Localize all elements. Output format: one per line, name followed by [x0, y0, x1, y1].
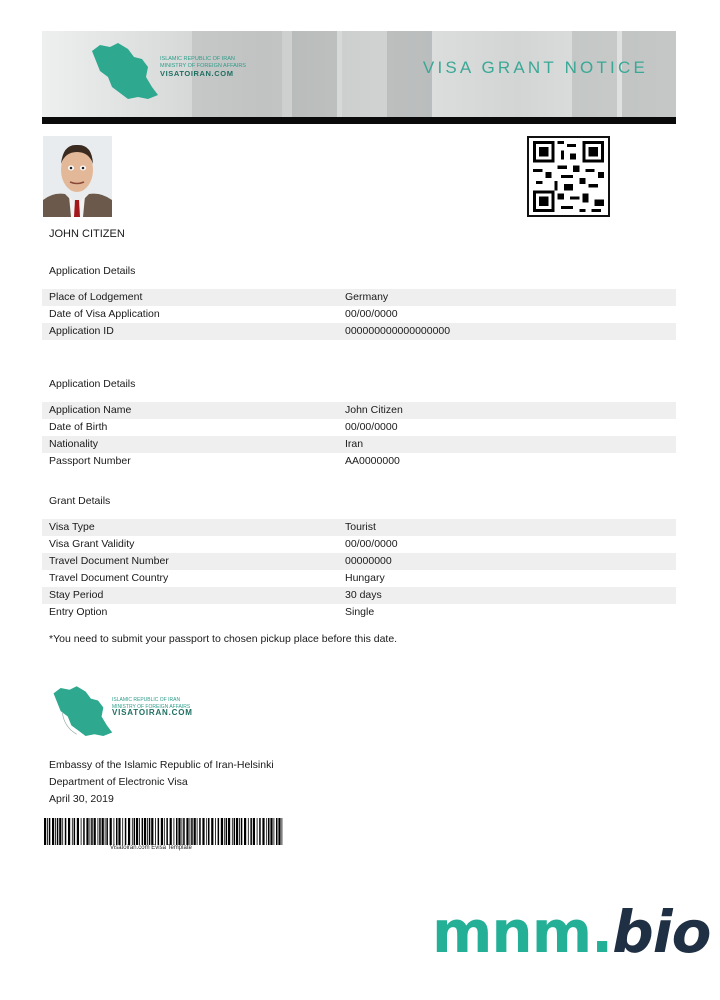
table-row — [42, 289, 676, 306]
barcode-bar — [136, 818, 138, 845]
page-title: VISA GRANT NOTICE — [422, 58, 648, 77]
logo-brand: VISATOIRAN.COM — [160, 69, 234, 78]
barcode-bar — [218, 818, 220, 845]
barcode-bar — [266, 818, 267, 845]
table-row — [42, 306, 676, 323]
table-row — [42, 553, 676, 570]
barcode-bar — [239, 818, 240, 845]
banner-photo-tile — [292, 31, 337, 118]
barcode-bar — [278, 818, 280, 845]
barcode-bar — [270, 818, 272, 845]
row-label: Travel Document Country — [49, 572, 169, 584]
row-label: Stay Period — [49, 589, 104, 601]
barcode-bar — [241, 818, 243, 845]
iran-map-icon — [50, 678, 114, 746]
barcode-bar — [118, 818, 120, 845]
table-row — [42, 536, 676, 553]
barcode-bar — [151, 818, 153, 845]
barcode-bar — [199, 818, 201, 845]
header-banner — [42, 31, 676, 118]
row-label: Nationality — [49, 438, 99, 450]
row-value: Tourist — [345, 521, 376, 533]
barcode-bar — [49, 818, 51, 845]
table-row — [42, 519, 676, 536]
barcode-bar — [274, 818, 275, 845]
section-heading: Application Details — [49, 265, 136, 277]
row-value: Iran — [345, 438, 364, 450]
row-value: Hungary — [345, 572, 385, 584]
qr-code — [527, 136, 610, 217]
barcode-bar — [62, 818, 63, 845]
row-label: Travel Document Number — [49, 555, 169, 567]
table-row — [42, 453, 676, 470]
barcode-caption: Visatoiran.com Evisa Template — [110, 845, 192, 851]
barcode-bar — [208, 818, 210, 845]
barcode-bar — [259, 818, 261, 845]
row-label: Place of Lodgement — [49, 291, 143, 303]
barcode-bar — [125, 818, 127, 845]
row-value: John Citizen — [345, 404, 403, 416]
row-label: Date of Birth — [49, 421, 108, 433]
barcode-bar — [106, 818, 108, 845]
barcode-bar — [110, 818, 112, 845]
watermark-part-1: mnm. — [432, 898, 613, 966]
row-value: 00/00/0000 — [345, 538, 398, 550]
grant-details-table — [42, 519, 676, 621]
logo-line-1: ISLAMIC REPUBLIC OF IRAN — [160, 56, 235, 62]
embassy-name: Embassy of the Islamic Republic of Iran-Helsinki — [49, 759, 274, 771]
row-label: Date of Visa Application — [49, 308, 160, 320]
section-heading: Grant Details — [49, 495, 111, 507]
barcode-bar — [98, 818, 99, 845]
barcode-bar — [55, 818, 56, 845]
table-row — [42, 604, 676, 621]
barcode-bar — [234, 818, 236, 845]
row-value: Germany — [345, 291, 389, 303]
barcode-bar — [226, 818, 228, 845]
barcode-bar — [224, 818, 225, 845]
barcode-bar — [161, 818, 163, 845]
barcode-bar — [232, 818, 233, 845]
table-row — [42, 323, 676, 340]
barcode-bar — [174, 818, 175, 845]
barcode-bar — [190, 818, 191, 845]
barcode-bar — [221, 818, 223, 845]
barcode-bar — [250, 818, 252, 845]
barcode-bar — [81, 818, 82, 845]
barcode-bar — [197, 818, 198, 845]
watermark-logo — [432, 898, 710, 966]
section-heading: Application Details — [49, 378, 136, 390]
barcode-bar — [122, 818, 123, 845]
issue-date: April 30, 2019 — [49, 793, 114, 805]
barcode-bar — [142, 818, 144, 845]
barcode-bar — [257, 818, 258, 845]
barcode-bar — [72, 818, 73, 845]
row-label: Entry Option — [49, 606, 108, 618]
table-row — [42, 570, 676, 587]
barcode-bar — [170, 818, 172, 845]
barcode-bar — [86, 818, 88, 845]
row-value: 00000000 — [345, 555, 392, 567]
barcode-bar — [144, 818, 146, 845]
barcode-bar — [178, 818, 180, 845]
barcode-bar — [191, 818, 193, 845]
barcode-bar — [183, 818, 185, 845]
barcode-bar — [90, 818, 91, 845]
barcode-bar — [182, 818, 183, 845]
row-value: Single — [345, 606, 375, 618]
barcode-bar — [236, 818, 238, 845]
applicant-name: JOHN CITIZEN — [49, 228, 125, 240]
barcode-bar — [44, 818, 46, 845]
barcode-bar — [164, 818, 165, 845]
table-row — [42, 587, 676, 604]
logo-line-1: ISLAMIC REPUBLIC OF IRAN — [112, 697, 181, 703]
watermark-part-2: bio — [612, 898, 711, 966]
row-label: Visa Type — [49, 521, 95, 533]
barcode-bar — [57, 818, 59, 845]
barcode-bar — [91, 818, 93, 845]
applicant-details-table — [42, 402, 676, 470]
logo-line-2: MINISTRY OF FOREIGN AFFAIRS — [112, 703, 191, 710]
barcode-bar — [52, 818, 54, 845]
row-label: Application ID — [49, 325, 114, 337]
barcode-bar — [99, 818, 101, 845]
table-row — [42, 419, 676, 436]
header-divider — [42, 117, 676, 124]
barcode-bar — [262, 818, 264, 845]
row-value: 30 days — [345, 589, 382, 601]
department-name: Department of Electronic Visa — [49, 776, 188, 788]
barcode-bar — [147, 818, 148, 845]
application-details-table — [42, 289, 676, 340]
barcode-bar — [74, 818, 76, 845]
barcode-bar — [94, 818, 96, 845]
barcode-bar — [282, 818, 283, 845]
barcode-bar — [158, 818, 160, 845]
barcode — [44, 818, 284, 845]
barcode-bar — [253, 818, 255, 845]
table-row — [42, 436, 676, 453]
barcode-bar — [176, 818, 178, 845]
barcode-bar — [206, 818, 207, 845]
barcode-bar — [215, 818, 216, 845]
barcode-bar — [228, 818, 230, 845]
barcode-bar — [166, 818, 168, 845]
barcode-bar — [248, 818, 249, 845]
row-value: AA0000000 — [345, 455, 400, 467]
barcode-bar — [77, 818, 79, 845]
barcode-bar — [105, 818, 106, 845]
barcode-bar — [132, 818, 133, 845]
barcode-bar — [128, 818, 130, 845]
row-value: 00/00/0000 — [345, 421, 398, 433]
banner-photo-tile — [342, 31, 387, 118]
barcode-bar — [268, 818, 270, 845]
row-label: Passport Number — [49, 455, 131, 467]
logo-text — [160, 56, 246, 77]
barcode-bar — [202, 818, 204, 845]
barcode-bar — [68, 818, 70, 845]
barcode-bar — [186, 818, 188, 845]
footer-logo-text — [112, 697, 193, 717]
barcode-bar — [244, 818, 246, 845]
barcode-bar — [194, 818, 196, 845]
barcode-bar — [155, 818, 156, 845]
row-label: Visa Grant Validity — [49, 538, 135, 550]
row-label: Application Name — [49, 404, 132, 416]
barcode-bar — [65, 818, 67, 845]
barcode-bar — [139, 818, 140, 845]
barcode-bar — [102, 818, 104, 845]
logo-line-2: MINISTRY OF FOREIGN AFFAIRS — [160, 63, 246, 69]
pickup-note: *You need to submit your passport to chosen pickup place before this date. — [49, 633, 398, 645]
barcode-bar — [83, 818, 85, 845]
barcode-bar — [211, 818, 213, 845]
applicant-photo — [43, 136, 112, 217]
barcode-bar — [47, 818, 48, 845]
barcode-bar — [149, 818, 151, 845]
barcode-bar — [114, 818, 115, 845]
iran-map-icon — [88, 37, 160, 107]
logo-brand: VISATOIRAN.COM — [112, 708, 193, 717]
barcode-bar — [116, 818, 118, 845]
row-value: 00/00/0000 — [345, 308, 398, 320]
row-value: 000000000000000000 — [345, 325, 451, 337]
barcode-bar — [276, 818, 278, 845]
barcode-bar — [59, 818, 61, 845]
table-row — [42, 402, 676, 419]
barcode-bar — [134, 818, 136, 845]
